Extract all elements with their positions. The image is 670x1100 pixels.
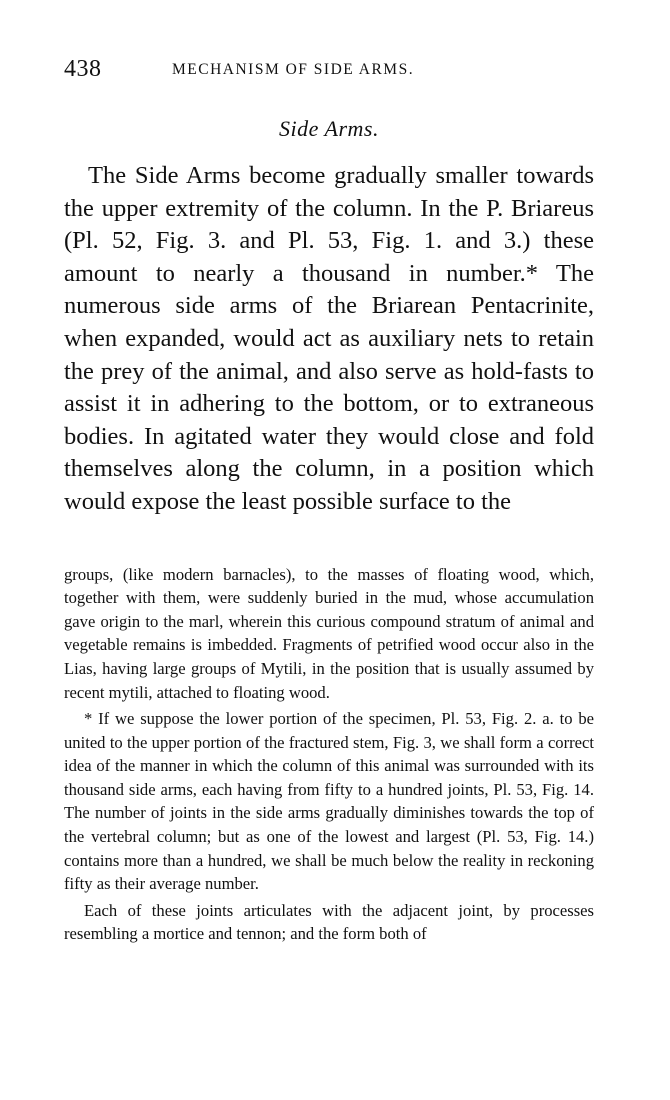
footnotes [64, 563, 594, 947]
page-header [64, 56, 594, 86]
footnote-paragraph: Each of these joints articulates with the adjacent joint, by processes resembling a mortice and tennon; and the form both of [64, 900, 594, 944]
book-page [64, 56, 594, 946]
body-paragraph: The Side Arms become gradually smaller towards the upper extremity of the column. In the P. Briareus (Pl. 52, Fig. 3. and Pl. 53, Fig. 1. and 3.) these amount to nearly a thousand in number.* The numerous side arms of the Briarean Pentacrinite, when expanded, would act as auxiliary nets to retain the prey of the animal, and also serve as hold-fasts to assist it in adhering to the bottom, or to extraneous bodies. In agitated water they would close and fold themselves along the column, in a position which would expose the least possible surface to the [64, 162, 594, 515]
page-number: 438 [64, 56, 102, 82]
footnote-note: * If we suppose the lower portion of the specimen, Pl. 53, Fig. 2. a. to be united to the upper portion of the fractured stem, Fig. 3, we shall form a correct idea of the manner in which the column of this animal was surrounded with its thousand side arms, each having from fifty to a hundred joints, Pl. 53, Fig. 14. The number of joints in the side arms gradually diminishes towards the top of the vertebral column; but as one of the lowest and largest (Pl. 53, Fig. 14.) contains more than a hundred, we shall be much below the reality in reckoning fifty as their average number. [64, 709, 594, 894]
running-head: MECHANISM OF SIDE ARMS. [172, 61, 415, 78]
section-title: Side Arms. [279, 116, 379, 141]
footnote-continuation: groups, (like modern barnacles), to the masses of floating wood, which, together with them, were suddenly buried in the mud, whose accumulation gave origin to the marl, wherein this curious compound stratum of animal and vegetable remains is imbedded. Fragments of petrified wood occur also in the Lias, having large groups of Mytili, in the position that is usually assumed by recent mytili, attached to floating wood. [64, 564, 594, 702]
